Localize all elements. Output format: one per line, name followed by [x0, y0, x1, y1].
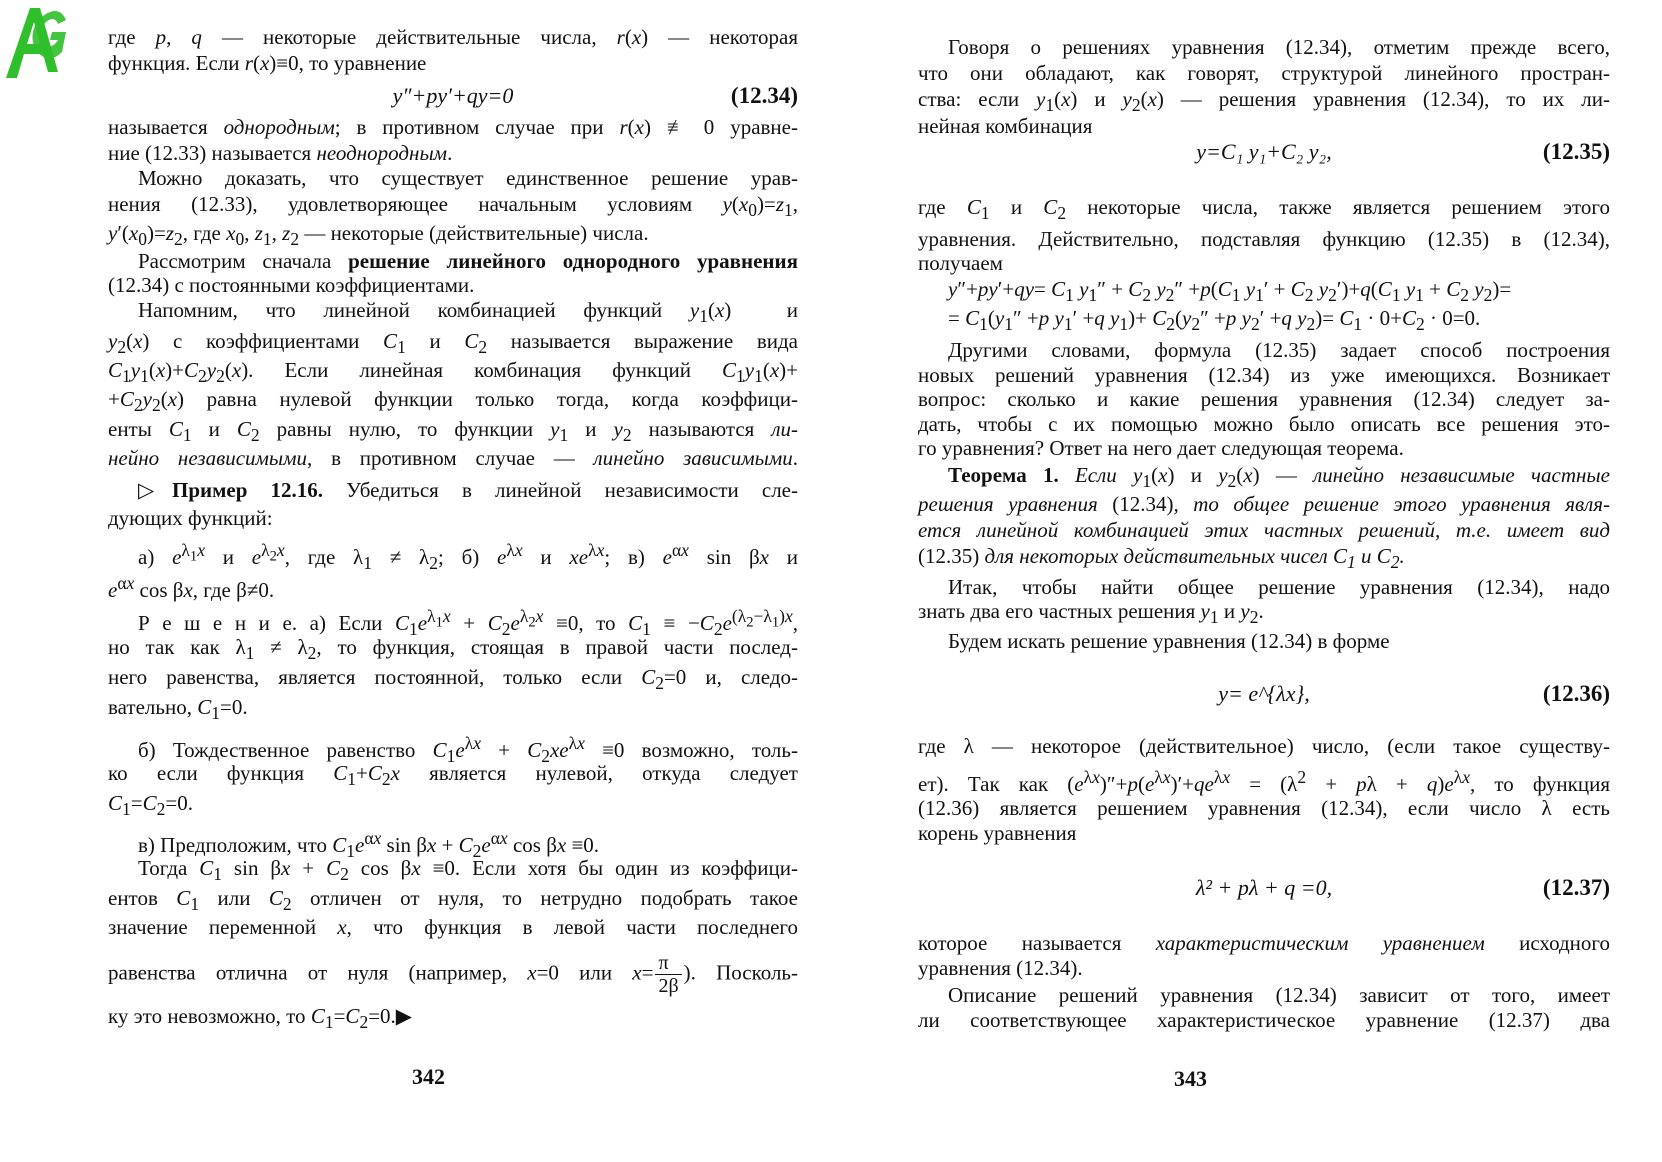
text-line: Теорема 1. Если $y_1(x)$ и $y_2(x)$ — линейно независимые частные — [948, 463, 1610, 492]
text-line: Можно доказать, что существует единственное решение урав- — [138, 166, 798, 190]
text-line: Напомним, что линейной комбинацией функций $y_1(x)$ и — [138, 298, 799, 327]
text-line: $C_1y_1(x)+C_2y_2(x)$. Если линейная комбинация функций $C_1y_1(x)+$ — [108, 358, 798, 387]
text-line: получаем — [918, 251, 1003, 275]
text-line: где λ — некоторое (действительное) число, (если такое существу- — [918, 734, 1610, 758]
text-line: $C_1=C_2=0$. — [108, 791, 193, 820]
text-line: ентов $C_1$ или $C_2$ отличен от нуля, то нетрудно подобрать такое — [108, 886, 799, 915]
text-line: Рассмотрим сначала решение линейного однородного уравнения — [138, 249, 798, 273]
text-line: ко если функция $C_1+C_2x$ является нулевой, откуда следует — [108, 761, 798, 790]
text-line: Итак, чтобы найти общее решение уравнения (12.34), надо — [948, 575, 1610, 599]
text-line: знать два его частных решения $y_1$ и $y_2$. — [918, 599, 1264, 628]
text-line: = $C_1(y_1'' +p$ $y_1' +q$ $y_1)+ C_2(y_2'' +p$ $y_2' +q$ $y_2)= C_1 \cdot 0+C_2 \cdot 0=0$. — [948, 306, 1481, 335]
text-line: нения (12.33), удовлетворяющее начальным условиям $y(x_0)=z_1$, — [108, 192, 798, 221]
page-number: 342 — [412, 1064, 445, 1089]
text-line: которое называется характеристическим уравнением исходного — [918, 931, 1611, 955]
text-line: ет). Так как $(e^{\lambda x})''+p(e^{\lambda x})'+qe^{\lambda x} = (\lambda^2 + p\lambda + q)e^{\lambda x}$, то функция — [918, 767, 1610, 796]
text-line: ▷Пример 12.16. Убедиться в линейной независимости сле- — [138, 478, 799, 502]
text-line: $e^{\alpha x}$ cos βx, где β≠0. — [108, 573, 275, 602]
text-line: $y_2(x)$ с коэффициентами $C_1$ и $C_2$ называется выражение вида — [108, 329, 798, 358]
text-line: функция. Если r(x)≡0, то уравнение — [108, 51, 427, 75]
text-line: Описание решений уравнения (12.34) зависит от того, имеет — [948, 983, 1610, 1007]
text-line: что они обладают, как говорят, структурой линейного простран- — [918, 61, 1610, 85]
text-line: но так как $\lambda_1 \ne \lambda_2$, то функция, стоящая в правой части послед- — [108, 635, 798, 664]
text-line: а) $e^{\lambda_1x}$ и $e^{\lambda_2x}$, где $\lambda_1 \ne \lambda_2$; б) $e^{\lambda x}$ и $xe^{\lambda x}$; в) $e^{\alpha x}$ sin βx и — [138, 540, 798, 574]
text-line: $+C_2y_2(x)$ равна нулевой функции только тогда, когда коэффици- — [108, 387, 798, 416]
text-line: дать, чтобы с их помощью можно было описать все решения это- — [918, 412, 1610, 436]
text-line: $y'(x_0)=z_2$, где $x_0$, $z_1$, $z_2$ — некоторые (действительные) числа. — [108, 221, 649, 250]
text-line: ства: если $y_1(x)$ и $y_2(x)$ — решения уравнения (12.34), то их ли- — [918, 87, 1610, 116]
text-line: где p, q — некоторые действительные числа, r(x) — некоторая — [108, 25, 799, 49]
text-line: Р е ш е н и е. а) Если $C_1e^{\lambda_1x} + C_2e^{\lambda_2x} \equiv 0$, то $C_1 \equiv -C_2e^{(\lambda_2-\lambda_1)x}$, — [138, 606, 799, 640]
text-line: б) Тождественное равенство $C_1e^{\lambda x} + C_2xe^{\lambda x} \equiv 0$ возможно, толь- — [138, 733, 798, 767]
text-line: (12.34) с постоянными коэффициентами. — [108, 273, 475, 297]
text-line: решения уравнения (12.34), то общее решение этого уравнения явля- — [918, 492, 1610, 516]
text-line: в) Предположим, что $C_1e^{\alpha x}$ $\sin \beta x + C_2e^{\alpha x}$ cos βx ≡0. — [138, 828, 600, 862]
text-line: $y''+py'+qy= C_1$ $y_1'' + C_2$ $y_2'' +p(C_1$ $y_1' + C_2$ $y_2')+q(C_1$ $y_1 + C_2$ $y_2)=$ — [948, 277, 1512, 306]
text-line: новых решений уравнения (12.34) из уже имеющихся. Возникает — [918, 363, 1610, 387]
text-line: где $C_1$ и $C_2$ некоторые числа, также является решением этого — [918, 195, 1610, 224]
text-line: него равенства, является постоянной, только если $C_2=0$ и, следо- — [108, 665, 798, 694]
text-line: уравнения (12.34). — [918, 956, 1083, 980]
text-line: ние (12.33) называется неоднородным. — [108, 141, 453, 165]
text-line: значение переменной x, что функция в левой части последнего — [108, 915, 798, 939]
text-line: Будем искать решение уравнения (12.34) в форме — [948, 629, 1390, 653]
text-line: ли соответствующее характеристическое уравнение (12.37) два — [918, 1008, 1610, 1032]
text-line: ку это невозможно, то $C_1=C_2=0.▶$ — [108, 1004, 412, 1033]
text-line: Тогда $C_1$ $\sin \beta x + C_2$ cos βx ≡0. Если хотя бы один из коэффици- — [138, 856, 798, 885]
text-line: вательно, $C_1=0$. — [108, 695, 248, 724]
text-line: Говоря о решениях уравнения (12.34), отметим прежде всего, — [948, 35, 1610, 59]
text-line: равенства отлична от нуля (например, x=0 или x= $\frac{\pi}{2\beta}$ ). Посколь- — [108, 952, 798, 997]
text-line: енты $C_1$ и $C_2$ равны нулю, то функции $y_1$ и $y_2$ называются ли- — [108, 417, 798, 446]
text-line: Другими словами, формула (12.35) задает способ построения — [948, 338, 1610, 362]
text-line: (12.35) для некоторых действительных чисел $C_1$ и $C_2$. — [918, 544, 1405, 573]
text-line: го уравнения? Ответ на него дает следующая теорема. — [918, 436, 1404, 460]
text-line: называется однородным; в противном случае при r(x) ≢ 0 уравне- — [108, 115, 798, 139]
text-line: уравнения. Действительно, подставляя функцию (12.35) в (12.34), — [918, 227, 1610, 251]
text-line: (12.36) является решением уравнения (12.34), если число λ есть — [918, 796, 1610, 820]
page-number: 343 — [1174, 1066, 1207, 1091]
text-line: нейно независимыми, в противном случае — линейно зависимыми. — [108, 446, 798, 470]
text-line: ется линейной комбинацией этих частных решений, т.е. имеет вид — [918, 518, 1610, 542]
text-line: вопрос: сколько и какие решения уравнения (12.34) следует за- — [918, 387, 1610, 411]
text-line: нейная комбинация — [918, 114, 1093, 138]
text-line: корень уравнения — [918, 821, 1077, 845]
ag-logo — [0, 0, 72, 90]
text-line: дующих функций: — [108, 506, 273, 530]
